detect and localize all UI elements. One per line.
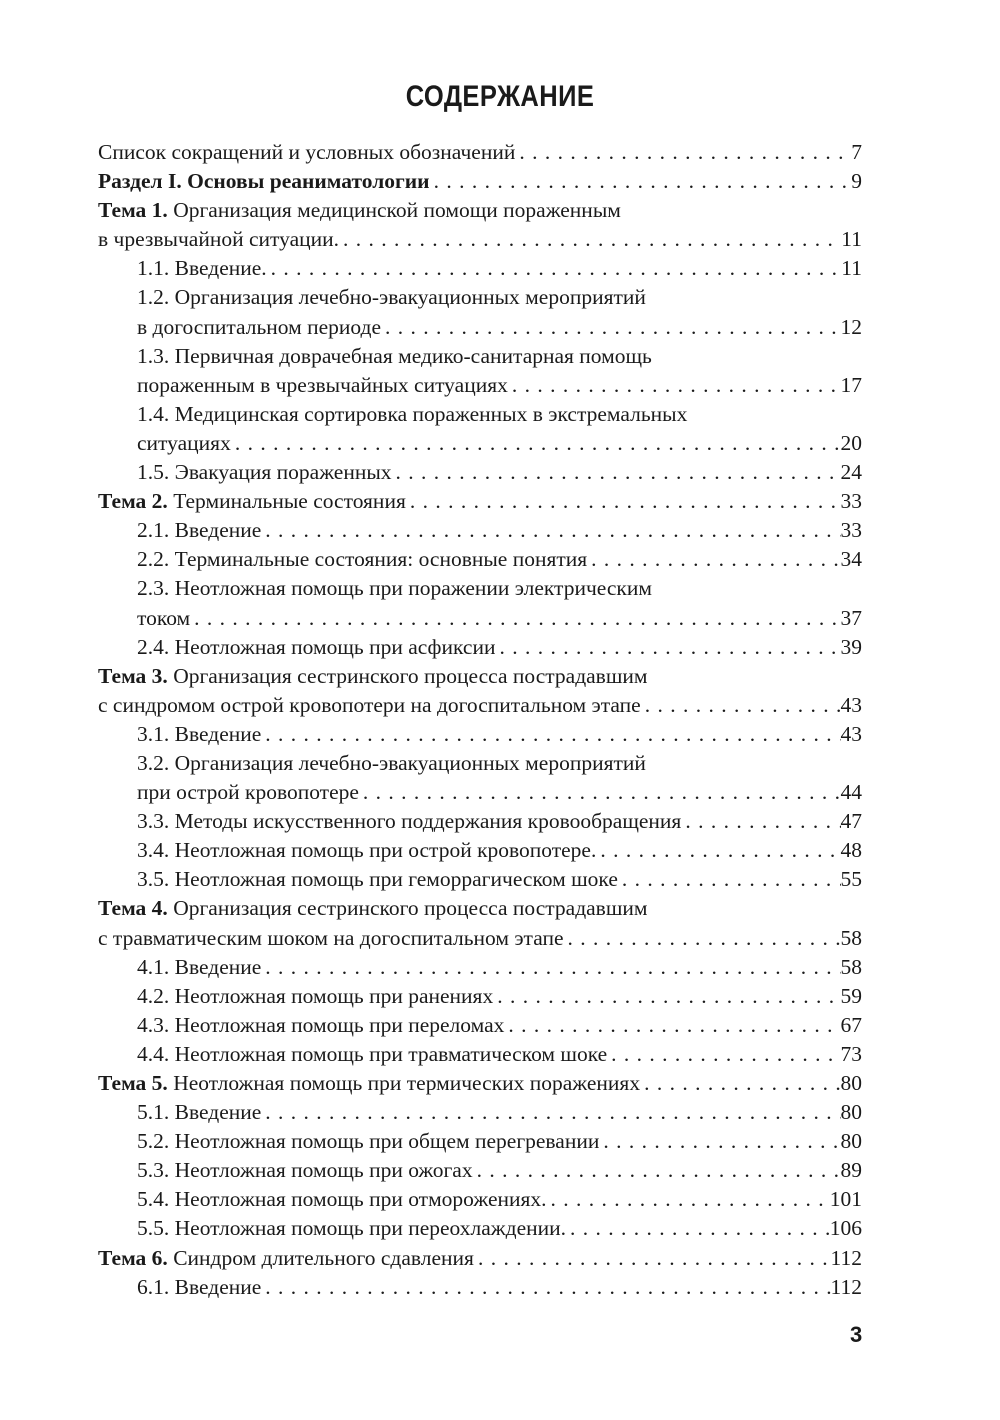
toc-entry[interactable] bbox=[98, 342, 862, 400]
entry-title: в чрезвычайной ситуации. bbox=[98, 227, 340, 252]
entry-page: 11 bbox=[841, 227, 862, 252]
dot-leader bbox=[618, 865, 841, 894]
entry-page: 33 bbox=[840, 489, 862, 514]
toc-line bbox=[98, 1273, 862, 1302]
entry-page: 11 bbox=[841, 256, 862, 281]
toc-entry[interactable] bbox=[98, 283, 862, 341]
entry-page: 20 bbox=[840, 430, 862, 455]
dot-leader bbox=[474, 1244, 831, 1273]
entry-text bbox=[137, 429, 231, 458]
entry-page: 7 bbox=[851, 140, 862, 164]
dot-leader bbox=[261, 953, 840, 982]
toc-entry[interactable] bbox=[98, 1214, 862, 1243]
dot-leader bbox=[430, 167, 852, 196]
dot-leader bbox=[508, 371, 841, 400]
dot-leader bbox=[392, 458, 841, 487]
toc-entry[interactable] bbox=[98, 836, 862, 865]
toc-line bbox=[98, 778, 862, 807]
toc-entry[interactable] bbox=[98, 894, 862, 952]
dot-leader bbox=[640, 1069, 840, 1098]
toc-entry[interactable] bbox=[98, 254, 862, 283]
entry-title: при острой кровопотере bbox=[137, 780, 359, 805]
entry-text bbox=[137, 254, 267, 283]
page-number: 3 bbox=[850, 1322, 863, 1347]
entry-page: 34 bbox=[840, 547, 862, 572]
entry-page: 47 bbox=[840, 809, 862, 834]
toc-line bbox=[98, 516, 862, 545]
entry-title: 2.1. Введение bbox=[137, 518, 262, 543]
dot-leader bbox=[515, 138, 851, 167]
toc-line bbox=[98, 313, 862, 342]
entry-text bbox=[137, 633, 495, 662]
toc-line bbox=[98, 1127, 862, 1156]
toc-entry[interactable] bbox=[98, 1127, 862, 1156]
entry-title: 1.1. Введение. bbox=[137, 256, 267, 281]
entry-text bbox=[98, 1069, 640, 1098]
entry-text bbox=[137, 371, 508, 400]
table-of-contents bbox=[98, 138, 862, 1302]
dot-leader bbox=[504, 1011, 840, 1040]
entry-text bbox=[98, 167, 430, 196]
dot-leader bbox=[473, 1156, 841, 1185]
toc-line bbox=[98, 429, 862, 458]
entry-prefix: Тема 5. bbox=[98, 1071, 168, 1095]
dot-leader bbox=[261, 1098, 840, 1127]
toc-entry[interactable] bbox=[98, 1069, 862, 1098]
entry-title: 1.2. Организация лечебно-эвакуационных мероприятий bbox=[137, 285, 646, 310]
entry-page: 67 bbox=[840, 1012, 862, 1037]
toc-line bbox=[98, 1185, 862, 1214]
toc-entry[interactable] bbox=[98, 662, 862, 720]
entry-text bbox=[137, 342, 652, 371]
toc-line bbox=[98, 1040, 862, 1069]
dot-leader bbox=[493, 982, 840, 1011]
toc-entry[interactable] bbox=[98, 574, 862, 632]
entry-title: в догоспитальном периоде bbox=[137, 314, 382, 339]
toc-line bbox=[98, 574, 862, 603]
entry-page: 112 bbox=[830, 1274, 862, 1299]
entry-title: 4.3. Неотложная помощь при переломах bbox=[137, 1012, 505, 1037]
entry-title: Организация сестринского процесса пострадавшим bbox=[173, 663, 648, 688]
dot-leader bbox=[587, 545, 840, 574]
entry-text bbox=[137, 545, 587, 574]
entry-text bbox=[137, 1156, 473, 1185]
entry-text bbox=[137, 1011, 504, 1040]
dot-leader bbox=[607, 1040, 840, 1069]
entry-title: 1.4. Медицинская сортировка пораженных в экстремальных bbox=[137, 401, 688, 426]
entry-page: 55 bbox=[840, 867, 862, 892]
toc-entry[interactable] bbox=[98, 167, 862, 196]
entry-text bbox=[137, 1273, 261, 1302]
toc-entry[interactable] bbox=[98, 487, 862, 516]
entry-title: ситуациях bbox=[137, 430, 231, 455]
dot-leader bbox=[190, 604, 840, 633]
entry-title: 2.3. Неотложная помощь при поражении электрическим bbox=[137, 576, 652, 601]
entry-page: 59 bbox=[840, 983, 862, 1008]
entry-text bbox=[137, 778, 359, 807]
toc-entry[interactable] bbox=[98, 749, 862, 807]
toc-entry[interactable] bbox=[98, 720, 862, 749]
toc-entry[interactable] bbox=[98, 1098, 862, 1127]
entry-title: Раздел I. Основы реаниматологии bbox=[98, 169, 430, 194]
entry-text bbox=[137, 400, 687, 429]
entry-title: 4.2. Неотложная помощь при ранениях bbox=[137, 983, 494, 1008]
entry-page: 43 bbox=[840, 692, 862, 717]
toc-line bbox=[98, 196, 862, 225]
entry-title: с синдромом острой кровопотери на догоспитальном этапе bbox=[98, 692, 641, 717]
toc-entry[interactable] bbox=[98, 138, 862, 167]
toc-line bbox=[98, 283, 862, 312]
toc-line bbox=[98, 604, 862, 633]
entry-page: 12 bbox=[840, 314, 862, 339]
toc-entry[interactable] bbox=[98, 1244, 862, 1273]
entry-text bbox=[98, 487, 406, 516]
entry-text bbox=[137, 604, 190, 633]
entry-text bbox=[98, 662, 648, 691]
dot-leader bbox=[596, 836, 840, 865]
entry-page: 80 bbox=[840, 1100, 862, 1125]
entry-page: 106 bbox=[829, 1216, 862, 1241]
entry-page: 33 bbox=[840, 518, 862, 543]
toc-line bbox=[98, 487, 862, 516]
toc-line bbox=[98, 1069, 862, 1098]
toc-line bbox=[98, 371, 862, 400]
entry-prefix: Тема 4. bbox=[98, 896, 168, 921]
entry-text bbox=[137, 1185, 547, 1214]
entry-title: Организация сестринского процесса пострадавшим bbox=[173, 896, 648, 921]
entry-title: Организация медицинской помощи пораженным bbox=[173, 198, 621, 223]
toc-line bbox=[98, 400, 862, 429]
entry-text bbox=[137, 574, 652, 603]
toc-line bbox=[98, 458, 862, 487]
entry-prefix: Тема 3. bbox=[98, 663, 168, 688]
dot-leader bbox=[261, 1273, 830, 1302]
entry-title: 2.4. Неотложная помощь при асфиксии bbox=[137, 634, 496, 659]
dot-leader bbox=[381, 313, 840, 342]
entry-prefix: Тема 6. bbox=[98, 1245, 168, 1270]
toc-line bbox=[98, 254, 862, 283]
entry-title: Список сокращений и условных обозначений bbox=[98, 140, 516, 164]
dot-leader bbox=[495, 633, 840, 662]
entry-page: 101 bbox=[829, 1187, 862, 1212]
entry-text bbox=[98, 1244, 474, 1273]
toc-line bbox=[98, 953, 862, 982]
entry-page: 112 bbox=[830, 1245, 862, 1270]
entry-text bbox=[98, 924, 564, 953]
toc-line bbox=[98, 342, 862, 371]
entry-title: 1.3. Первичная доврачебная медико-санитарная помощь bbox=[137, 343, 652, 368]
entry-page: 48 bbox=[840, 838, 862, 863]
toc-line bbox=[98, 1156, 862, 1185]
entry-text bbox=[137, 807, 681, 836]
toc-entry[interactable] bbox=[98, 1040, 862, 1069]
dot-leader bbox=[564, 924, 841, 953]
entry-text bbox=[98, 691, 641, 720]
entry-title: 5.1. Введение bbox=[137, 1100, 262, 1125]
entry-page: 37 bbox=[840, 605, 862, 630]
toc-entry[interactable] bbox=[98, 865, 862, 894]
toc-entry[interactable] bbox=[98, 196, 862, 254]
entry-title: током bbox=[137, 605, 191, 630]
toc-entry[interactable] bbox=[98, 400, 862, 458]
entry-text bbox=[98, 225, 339, 254]
toc-line bbox=[98, 545, 862, 574]
entry-page: 43 bbox=[840, 721, 862, 746]
entry-title: 3.3. Методы искусственного поддержания кровообращения bbox=[137, 809, 682, 834]
entry-text bbox=[137, 313, 381, 342]
toc-line bbox=[98, 633, 862, 662]
dot-leader bbox=[406, 487, 841, 516]
entry-text bbox=[137, 458, 392, 487]
toc-line bbox=[98, 982, 862, 1011]
toc-entry[interactable] bbox=[98, 1273, 862, 1302]
entry-title: 4.1. Введение bbox=[137, 954, 262, 979]
entry-title: пораженным в чрезвычайных ситуациях bbox=[137, 372, 508, 397]
entry-page: 17 bbox=[840, 372, 862, 397]
toc-line bbox=[98, 1214, 862, 1243]
entry-title: 3.5. Неотложная помощь при геморрагическом шоке bbox=[137, 867, 618, 892]
entry-page: 44 bbox=[840, 780, 862, 805]
dot-leader bbox=[261, 516, 840, 545]
entry-text bbox=[137, 953, 261, 982]
entry-text bbox=[137, 1040, 607, 1069]
dot-leader bbox=[566, 1214, 830, 1243]
dot-leader bbox=[641, 691, 841, 720]
toc-line bbox=[98, 225, 862, 254]
entry-title: 5.2. Неотложная помощь при общем перегревании bbox=[137, 1129, 600, 1154]
entry-prefix: Тема 1. bbox=[98, 198, 168, 223]
entry-prefix: Тема 2. bbox=[98, 489, 168, 514]
toc-line bbox=[98, 749, 862, 778]
entry-page: 58 bbox=[840, 925, 862, 950]
toc-line bbox=[98, 807, 862, 836]
toc-line bbox=[98, 865, 862, 894]
entry-text bbox=[98, 894, 648, 923]
entry-page: 73 bbox=[840, 1041, 862, 1066]
entry-text bbox=[137, 865, 618, 894]
toc-entry[interactable] bbox=[98, 633, 862, 662]
entry-title: 3.1. Введение bbox=[137, 721, 262, 746]
entry-title: Синдром длительного сдавления bbox=[173, 1245, 474, 1270]
toc-entry[interactable] bbox=[98, 1011, 862, 1040]
entry-page: 80 bbox=[840, 1071, 862, 1095]
entry-title: с травматическим шоком на догоспитальном этапе bbox=[98, 925, 564, 950]
toc-entry[interactable] bbox=[98, 458, 862, 487]
toc-line bbox=[98, 1098, 862, 1127]
entry-title: Терминальные состояния bbox=[173, 489, 406, 514]
entry-page: 89 bbox=[840, 1158, 862, 1183]
dot-leader bbox=[599, 1127, 840, 1156]
toc-entry[interactable] bbox=[98, 807, 862, 836]
toc-line bbox=[98, 662, 862, 691]
entry-title: 2.2. Терминальные состояния: основные понятия bbox=[137, 547, 588, 572]
entry-text bbox=[137, 1127, 599, 1156]
dot-leader bbox=[681, 807, 840, 836]
toc-entry[interactable] bbox=[98, 982, 862, 1011]
toc-line bbox=[98, 894, 862, 923]
toc-line bbox=[98, 691, 862, 720]
toc-entry[interactable] bbox=[98, 1185, 862, 1214]
entry-page: 9 bbox=[851, 169, 862, 194]
entry-title: 5.4. Неотложная помощь при отморожениях. bbox=[137, 1187, 547, 1212]
entry-title: 3.2. Организация лечебно-эвакуационных мероприятий bbox=[137, 750, 646, 775]
toc-line bbox=[98, 1244, 862, 1273]
dot-leader bbox=[339, 225, 841, 254]
toc-line bbox=[98, 836, 862, 865]
entry-text bbox=[137, 1214, 566, 1243]
entry-page: 58 bbox=[840, 954, 862, 979]
toc-line bbox=[98, 138, 862, 167]
toc-entry[interactable] bbox=[98, 1156, 862, 1185]
toc-line bbox=[98, 167, 862, 196]
entry-title: 6.1. Введение bbox=[137, 1274, 262, 1299]
toc-line bbox=[98, 924, 862, 953]
page-title: СОДЕРЖАНИЕ bbox=[405, 80, 595, 113]
dot-leader bbox=[547, 1185, 830, 1214]
toc-entry[interactable] bbox=[98, 516, 862, 545]
entry-title: 5.3. Неотложная помощь при ожогах bbox=[137, 1158, 473, 1183]
entry-page: 39 bbox=[840, 634, 862, 659]
toc-entry[interactable] bbox=[98, 953, 862, 982]
entry-text bbox=[137, 283, 646, 312]
dot-leader bbox=[261, 720, 840, 749]
entry-text bbox=[137, 836, 596, 865]
toc-line bbox=[98, 1011, 862, 1040]
entry-page: 24 bbox=[840, 460, 862, 485]
entry-title: 1.5. Эвакуация пораженных bbox=[137, 460, 392, 485]
dot-leader bbox=[267, 254, 842, 283]
entry-title: 3.4. Неотложная помощь при острой кровопотере. bbox=[137, 838, 597, 863]
entry-title: 4.4. Неотложная помощь при травматическом шоке bbox=[137, 1041, 608, 1066]
toc-entry[interactable] bbox=[98, 545, 862, 574]
entry-text bbox=[137, 1098, 261, 1127]
dot-leader bbox=[359, 778, 841, 807]
entry-text bbox=[98, 138, 515, 167]
entry-text bbox=[98, 196, 621, 225]
entry-text bbox=[137, 982, 493, 1011]
toc-line bbox=[98, 720, 862, 749]
entry-text bbox=[137, 720, 261, 749]
dot-leader bbox=[231, 429, 841, 458]
entry-title: Неотложная помощь при термических поражениях bbox=[173, 1071, 641, 1095]
entry-text bbox=[137, 749, 646, 778]
entry-title: 5.5. Неотложная помощь при переохлаждении. bbox=[137, 1216, 567, 1241]
entry-text bbox=[137, 516, 261, 545]
entry-page: 80 bbox=[840, 1129, 862, 1154]
